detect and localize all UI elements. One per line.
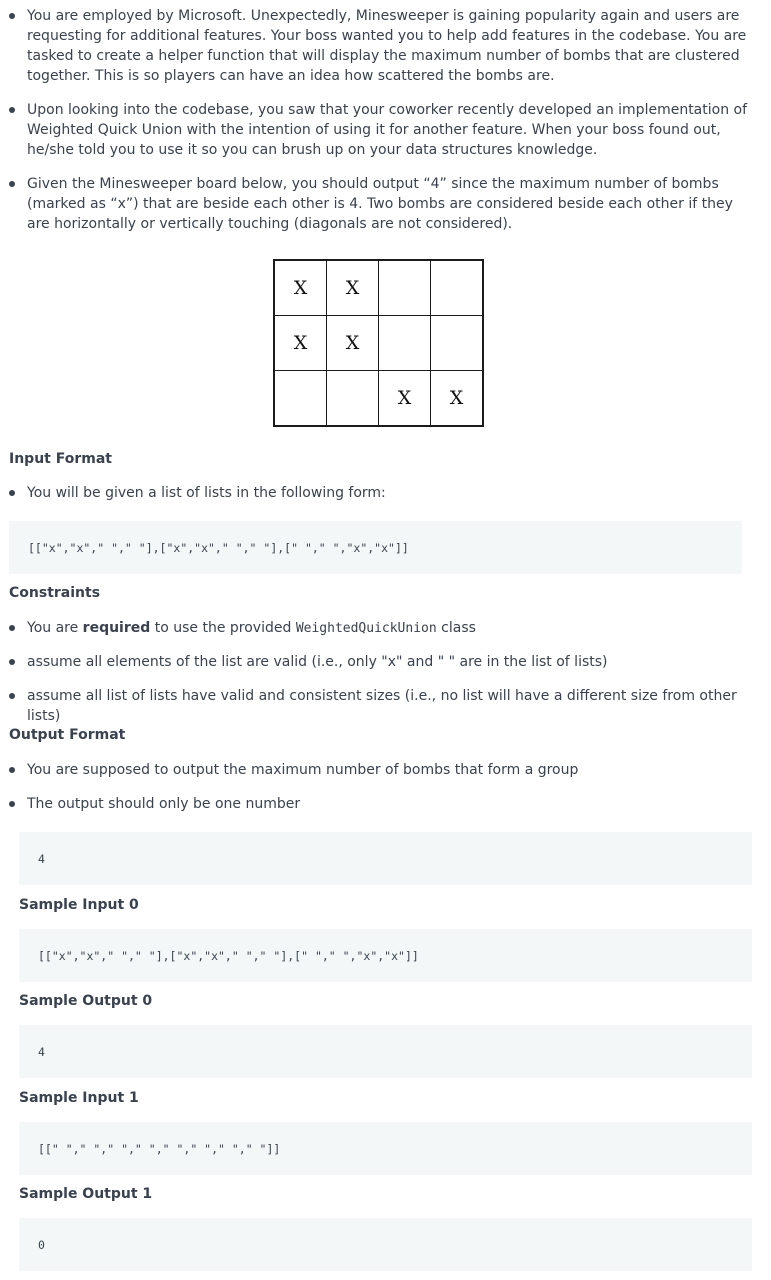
- intro-paragraph-3: Given the Minesweeper board below, you should output “4” since the maximum number of bombs (marked as “x”) that are beside each other is 4. Two bombs are considered beside each other if they are horizontally or vertically touching (diagonals are not considered).: [27, 176, 733, 232]
- sample-input-0-code-block: [19, 929, 752, 982]
- constraint-item-1: [27, 618, 757, 639]
- output-format-heading: Output Format: [9, 727, 126, 743]
- intro-paragraph-2: Upon looking into the codebase, you saw that your coworker recently developed an implementation of Weighted Quick Union with the intention of using it for another feature. When your boss found out, he/she told you to use it so you can brush up on your data structures knowledge.: [27, 102, 748, 158]
- board-cell: X: [274, 260, 327, 316]
- constraint-text: You are: [27, 620, 83, 636]
- board-cell: [379, 260, 431, 316]
- board-row: [274, 260, 483, 316]
- sample-output-1-code-block: [19, 1218, 752, 1271]
- bullet-icon: [9, 801, 15, 807]
- output-format-item-1: You are supposed to output the maximum number of bombs that form a group: [27, 762, 579, 778]
- sample-input-1-heading: Sample Input 1: [19, 1090, 139, 1106]
- bullet-icon: [9, 490, 15, 496]
- sample-output-0-code: 4: [38, 1045, 45, 1059]
- board-cell: [431, 260, 484, 316]
- sample-output-1-heading: Sample Output 1: [19, 1186, 153, 1202]
- board-cell: X: [431, 371, 484, 427]
- constraint-bold: required: [82, 620, 151, 636]
- constraints-heading: Constraints: [9, 585, 101, 601]
- sample-input-0-heading: Sample Input 0: [19, 897, 139, 913]
- bullet-icon: [9, 625, 15, 631]
- sample-output-0-heading: Sample Output 0: [19, 993, 153, 1009]
- board-cell: X: [327, 316, 379, 371]
- output-format-code-block: [19, 832, 752, 885]
- bullet-icon: [9, 181, 15, 187]
- input-format-code: [["x","x"," "," "],["x","x"," "," "],[" "," ","x","x"]]: [28, 541, 409, 555]
- sample-input-0-code: [["x","x"," "," "],["x","x"," "," "],[" "," ","x","x"]]: [38, 949, 419, 963]
- bullet-icon: [9, 693, 15, 699]
- class-name-code: WeightedQuickUnion: [295, 621, 437, 636]
- sample-output-1-code: 0: [38, 1238, 45, 1252]
- bullet-icon: [9, 659, 15, 665]
- constraint-text: class: [436, 620, 476, 636]
- sample-output-0-code-block: [19, 1025, 752, 1078]
- input-format-code-block: [9, 521, 742, 574]
- output-format-item-2: The output should only be one number: [27, 796, 301, 812]
- board-cell: [431, 316, 484, 371]
- board-cell: [274, 371, 327, 427]
- board-cell: [327, 371, 379, 427]
- board-cell: [379, 316, 431, 371]
- bullet-icon: [9, 107, 15, 113]
- minesweeper-board: [273, 259, 484, 427]
- input-format-heading: Input Format: [9, 451, 112, 467]
- board-row: [274, 316, 483, 371]
- sample-input-1-code: [[" "," "," "," "," "," "," "," "]]: [38, 1142, 281, 1156]
- bullet-icon: [9, 767, 15, 773]
- intro-paragraph-1: You are employed by Microsoft. Unexpectedly, Minesweeper is gaining popularity again and users are requesting for additional features. Your boss wanted you to help add features in the codebase. You are tasked to create a helper function that will display the maximum number of bombs that are clustered together. This is so players can have an idea how scattered the bombs are.: [27, 8, 747, 84]
- sample-input-1-code-block: [19, 1122, 752, 1175]
- constraint-text: to use the provided: [150, 620, 296, 636]
- board-row: [274, 371, 483, 427]
- constraint-item-2: assume all elements of the list are valid (i.e., only "x" and " " are in the list of lists): [27, 654, 608, 670]
- output-format-code: 4: [38, 852, 45, 866]
- board-cell: X: [274, 316, 327, 371]
- bullet-icon: [9, 13, 15, 19]
- input-format-item: You will be given a list of lists in the following form:: [27, 485, 386, 501]
- board-cell: X: [327, 260, 379, 316]
- board-cell: X: [379, 371, 431, 427]
- constraint-item-3: assume all list of lists have valid and consistent sizes (i.e., no list will have a different size from other lists): [27, 688, 737, 724]
